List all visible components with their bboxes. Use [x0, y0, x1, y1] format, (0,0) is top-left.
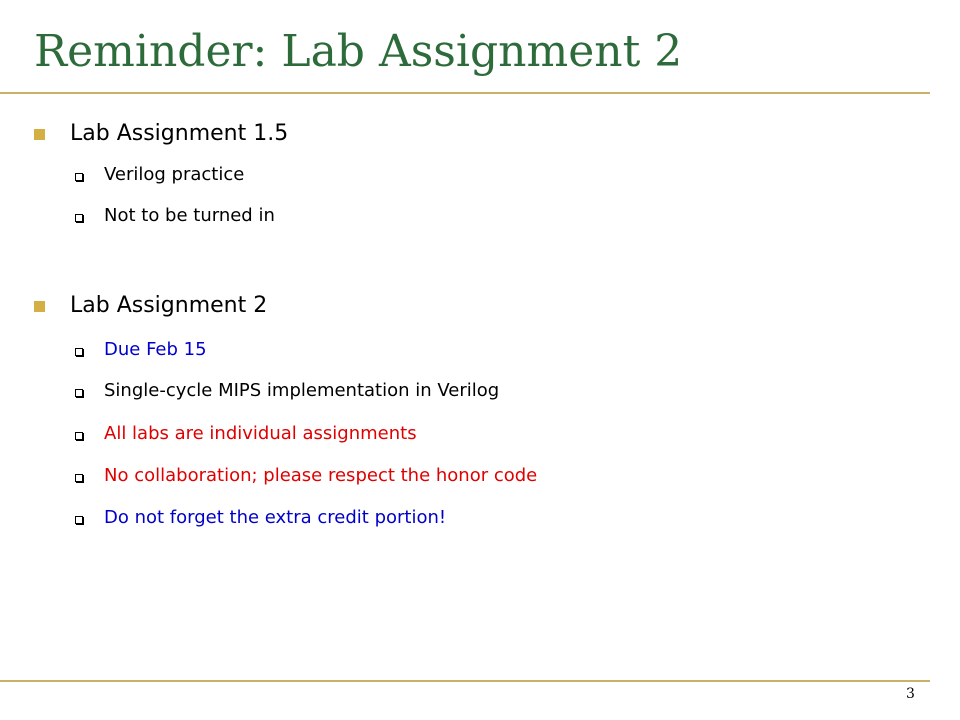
hollow-square-bullet-icon	[75, 432, 83, 440]
hollow-square-bullet-icon	[75, 214, 83, 222]
hollow-square-bullet-icon	[75, 389, 83, 397]
list-item: Not to be turned in	[104, 205, 275, 226]
section-heading: Lab Assignment 1.5	[70, 121, 289, 146]
hollow-square-bullet-icon	[75, 516, 83, 524]
section-heading: Lab Assignment 2	[70, 293, 268, 318]
list-item: Verilog practice	[104, 164, 245, 185]
list-item: Do not forget the extra credit portion!	[104, 507, 447, 528]
page-number: 3	[906, 686, 915, 702]
square-bullet-icon	[34, 301, 45, 312]
square-bullet-icon	[34, 129, 45, 140]
hollow-square-bullet-icon	[75, 474, 83, 482]
hollow-square-bullet-icon	[75, 173, 83, 181]
list-item: Single-cycle MIPS implementation in Verilog	[104, 380, 500, 401]
list-item: All labs are individual assignments	[104, 423, 417, 444]
footer-divider	[0, 680, 930, 682]
list-item: No collaboration; please respect the honor code	[104, 465, 538, 486]
hollow-square-bullet-icon	[75, 348, 83, 356]
list-item: Due Feb 15	[104, 339, 207, 360]
slide-title: Reminder: Lab Assignment 2	[34, 26, 683, 77]
